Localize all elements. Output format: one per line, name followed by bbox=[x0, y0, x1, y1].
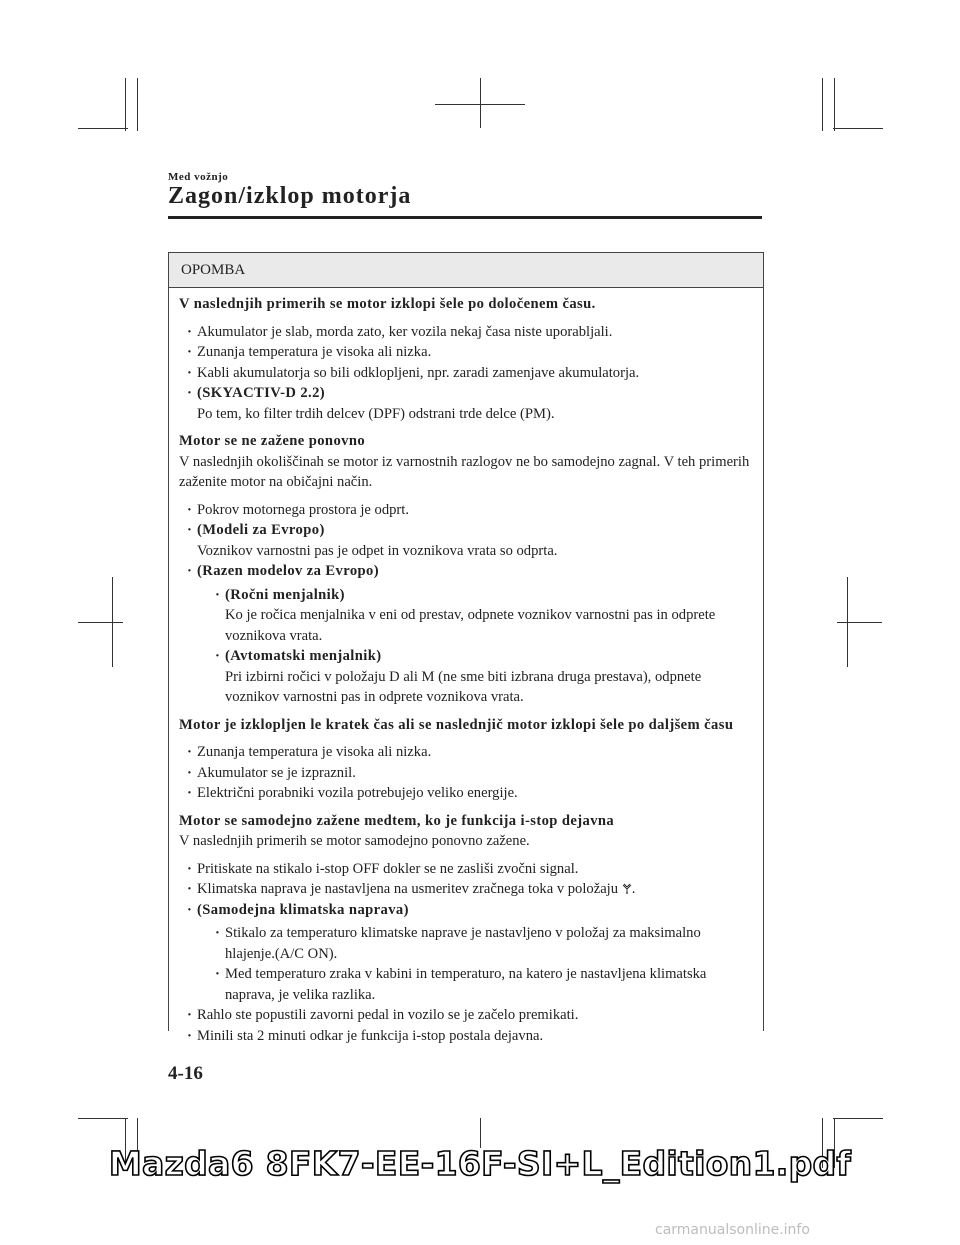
list-item: · Kabli akumulatorja so bili odklopljeni, npr. zaradi zamenjave akumulatorja. bbox=[179, 363, 753, 384]
crop-mark bbox=[125, 78, 126, 131]
note-box bbox=[168, 252, 764, 1044]
crop-mark bbox=[112, 577, 113, 667]
crop-mark bbox=[837, 622, 882, 623]
crop-mark bbox=[822, 78, 823, 131]
list-item: · Akumulator je slab, morda zato, ker vozila nekaj časa niste uporabljali. bbox=[179, 322, 753, 343]
crop-mark bbox=[833, 128, 883, 129]
restart-list bbox=[179, 500, 753, 708]
auto-ac-list bbox=[197, 923, 753, 1005]
list-item: · Zunanja temperatura je visoka ali nizka. bbox=[179, 742, 753, 763]
note-heading: OPOMBA bbox=[169, 253, 763, 288]
section-label: Med vožnjo bbox=[168, 171, 229, 183]
list-item bbox=[207, 585, 753, 647]
list-item: · Pritiskate na stikalo i-stop OFF dokler se ne zasliši zvočni signal. bbox=[179, 859, 753, 880]
footer-filename: Mazda6 8FK7-EE-16F-SI+L_Edition1.pdf bbox=[108, 1144, 852, 1183]
intro-heading: V naslednjih primerih se motor izklopi šele po določenem času. bbox=[179, 296, 596, 312]
vent-item-end: . bbox=[631, 881, 636, 897]
crop-mark bbox=[78, 128, 128, 129]
list-item: · Zunanja temperatura je visoka ali nizka. bbox=[179, 342, 753, 363]
restart-heading: Motor se ne zažene ponovno bbox=[179, 433, 366, 449]
crop-mark bbox=[137, 78, 138, 131]
title-divider bbox=[168, 216, 762, 219]
list-item bbox=[179, 900, 753, 1006]
air-vent-mode-icon bbox=[622, 883, 632, 894]
crop-mark bbox=[480, 78, 481, 128]
list-item bbox=[179, 879, 753, 900]
list-item: · Akumulator se je izpraznil. bbox=[179, 763, 753, 784]
restart-section bbox=[179, 431, 753, 493]
transmission-list bbox=[197, 585, 753, 708]
auto-ac-label: (Samodejna klimatska naprava) bbox=[197, 901, 409, 918]
list-item: · Stikalo za temperaturo klimatske naprave je nastavljeno v položaj za maksimalno hlajenje.(A/C ON). bbox=[207, 923, 753, 964]
crop-mark bbox=[78, 622, 123, 623]
list-item bbox=[207, 646, 753, 708]
auto-restart-heading: Motor se samodejno zažene medtem, ko je funkcija i-stop dejavna bbox=[179, 812, 615, 829]
short-list bbox=[179, 742, 753, 804]
list-item bbox=[179, 520, 753, 561]
manual-text: Ko je ročica menjalnika v eni od prestav, odpnete voznikov varnostni pas in odprete voznikova vrata. bbox=[225, 607, 716, 644]
intro-list bbox=[179, 322, 753, 425]
non-europe-label: (Razen modelov za Evropo) bbox=[197, 563, 379, 579]
vent-item-text: Klimatska naprava je nastavljena na usmeritev zračnega toka v položaju bbox=[197, 881, 619, 897]
list-item: · Rahlo ste popustili zavorni pedal in vozilo se je začelo premikati. bbox=[179, 1005, 753, 1026]
manual-label: (Ročni menjalnik) bbox=[225, 586, 345, 603]
crop-mark bbox=[834, 78, 835, 131]
list-item: · Minili sta 2 minuti odkar je funkcija i-stop postala dejavna. bbox=[179, 1026, 753, 1047]
short-heading: Motor je izklopljen le kratek čas ali se naslednjič motor izklopi šele po daljšem času bbox=[179, 716, 734, 733]
europe-label: (Modeli za Evropo) bbox=[197, 522, 325, 538]
auto-label: (Avtomatski menjalnik) bbox=[225, 648, 382, 664]
crop-mark bbox=[847, 577, 848, 667]
skyactiv-text: Po tem, ko filter trdih delcev (DPF) odstrani trde delce (PM). bbox=[197, 405, 555, 422]
note-body bbox=[169, 288, 763, 1046]
auto-restart-text: V naslednjih primerih se motor samodejno ponovno zažene. bbox=[179, 833, 530, 849]
page-title: Zagon/izklop motorja bbox=[168, 183, 412, 209]
list-item bbox=[179, 383, 753, 424]
watermark: carmanualsonline.info bbox=[655, 1222, 810, 1238]
restart-text: V naslednjih okoliščinah se motor iz varnostnih razlogov ne bo samodejno zagnal. V teh primerih zaženite motor na običajni način. bbox=[179, 453, 750, 490]
list-item bbox=[179, 561, 753, 708]
list-item: · Električni porabniki vozila potrebujejo veliko energije. bbox=[179, 783, 753, 804]
list-item: · Pokrov motornega prostora je odprt. bbox=[179, 500, 753, 521]
auto-text: Pri izbirni ročici v položaju D ali M (ne sme biti izbrana druga prestava), odpnete voznikov varnostni pas in odprete voznikova vrata. bbox=[225, 668, 702, 705]
crop-mark bbox=[833, 1118, 883, 1119]
crop-mark bbox=[78, 1118, 128, 1119]
auto-restart-list bbox=[179, 859, 753, 1047]
list-item: · Med temperaturo zraka v kabini in temperaturo, na katero je nastavljena klimatska naprava, je velika razlika. bbox=[207, 964, 753, 1005]
skyactiv-label: (SKYACTIV-D 2.2) bbox=[197, 385, 326, 401]
europe-text: Voznikov varnostni pas je odpet in voznikova vrata so odprta. bbox=[197, 542, 558, 559]
auto-restart-section bbox=[179, 811, 753, 852]
page-number: 4-16 bbox=[168, 1063, 203, 1084]
